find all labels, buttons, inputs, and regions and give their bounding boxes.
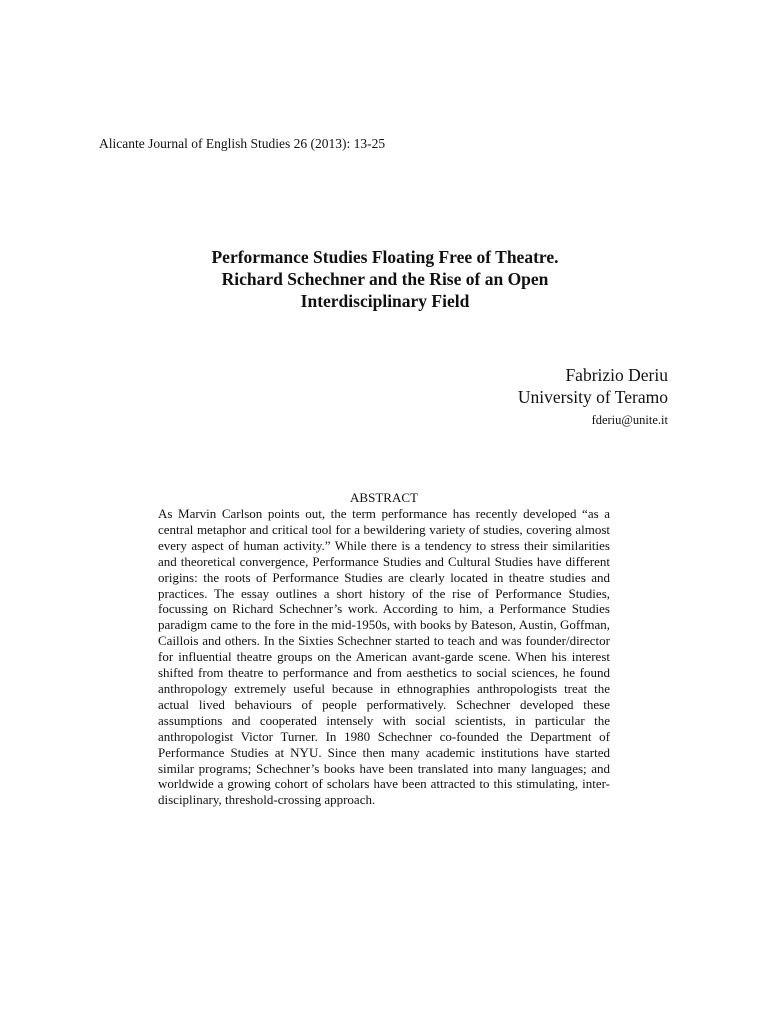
author-affiliation: University of Teramo (517, 387, 668, 407)
title-line-3: Interdisciplinary Field (300, 291, 470, 311)
title-line-1: Performance Studies Floating Free of Theatre. (211, 247, 559, 267)
abstract-heading: ABSTRACT (350, 490, 418, 505)
article-title (150, 246, 620, 312)
title-line-2: Richard Schechner and the Rise of an Open (221, 269, 549, 289)
author-name: Fabrizio Deriu (565, 365, 668, 385)
author-block (518, 364, 668, 430)
journal-citation: Alicante Journal of English Studies 26 (2013): 13-25 (99, 136, 386, 151)
author-email[interactable]: fderiu@unite.it (591, 413, 668, 427)
abstract-text: As Marvin Carlson points out, the term performance has recently developed “as a central metaphor and critical tool for a bewildering variety of studies, covering almost every aspect of human activity.” While there is a tendency to stress their similarities and theoretical convergence, Performance Studies and Cultural Studies have different origins: the roots of Performance Studies are clearly located in theatre studies and practices. The essay outlines a short history of the rise of Performance Studies, focussing on Richard Schechner’s work. According to him, a Performance Studies paradigm came to the fore in the mid-1950s, with books by Bateson, Austin, Goffman, Caillois and others. In the Sixties Schechner started to teach and was founder/director for influential theatre groups on the American avant-garde scene. When his interest shifted from theatre to performance and from aesthetics to social sciences, he found anthropology extremely useful because in ethnographies anthropologists treat the actual lived behaviours of people performatively. Schechner developed these assumptions and cooperated intensely with social scientists, in particular the anthropologist Victor Turner. In 1980 Schechner co-founded the Department of Performance Studies at NYU. Since then many academic institutions have started similar programs; Schechner’s books have been translated into many languages; and worldwide a growing cohort of scholars have been attracted to this stimulating, inter-disciplinary, threshold-crossing approach. (158, 506, 610, 808)
